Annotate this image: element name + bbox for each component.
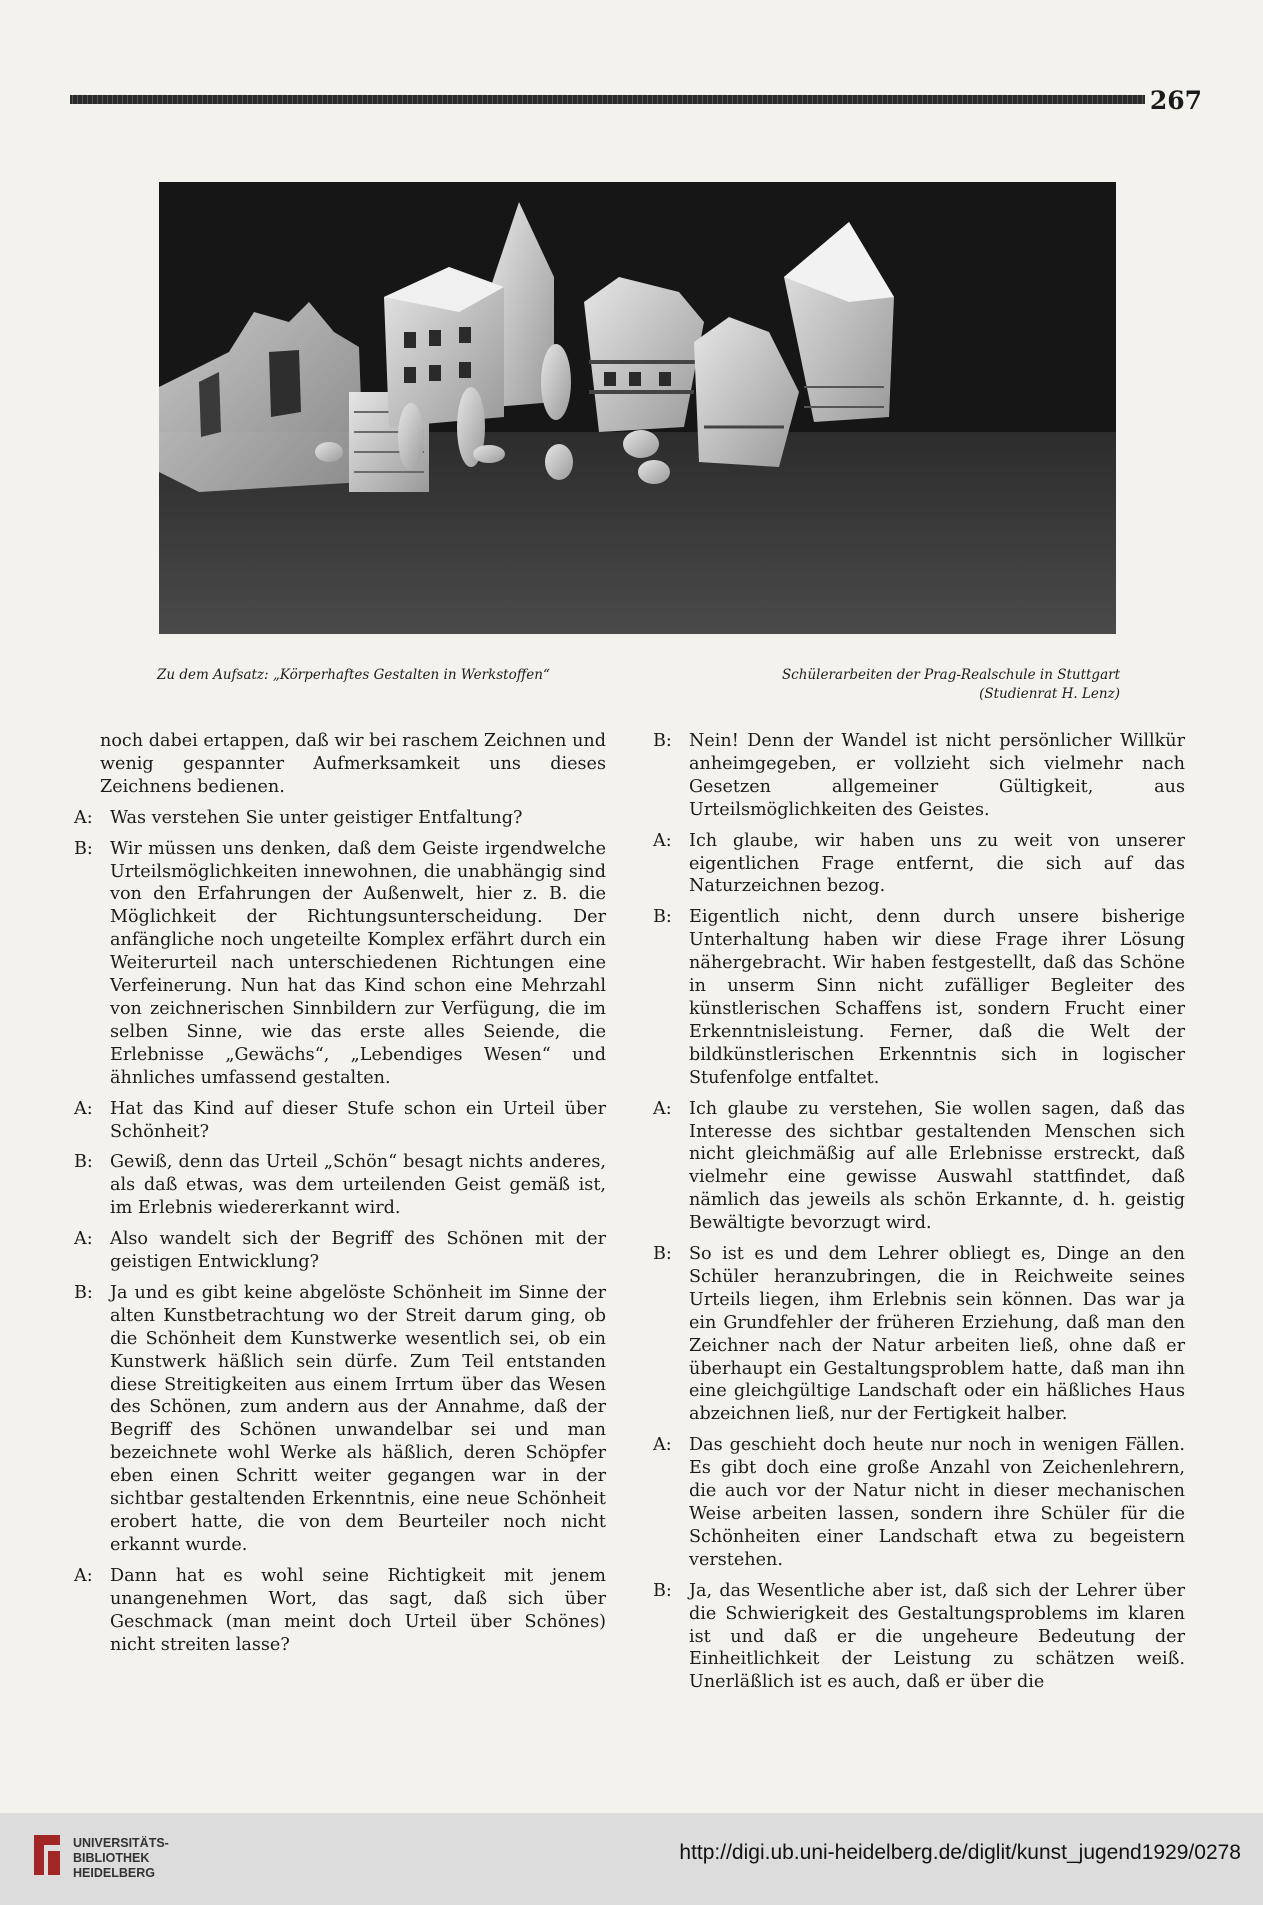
dialogue-paragraph: B: Eigentlich nicht, denn durch unsere bisherige Unterhaltung haben wir diese Frage ihrer Lösung nähergebracht. Wir haben festgestellt, daß das Schöne in unserm Sinn nicht zufälliger Begleiter des künstlerischen Schaffens ist, sondern Frucht einer Erkenntnisleistung. Ferner, daß die Welt der bildkünstlerischen Erkenntnis sich in logischer Stufenfolge entfaltet. [653, 907, 1185, 1088]
library-footer [0, 1813, 1263, 1905]
dialogue-paragraph: A: Dann hat es wohl seine Richtigkeit mit jenem unangenehmen Wort, das sagt, daß sich über Geschmack (man meint doch Urteil über Schönes) nicht streiten lasse? [74, 1565, 606, 1655]
text-column-right [653, 730, 1185, 1702]
speaker-label: B: [653, 1244, 672, 1265]
photograph-clay-models [159, 182, 1116, 634]
dialogue-paragraph: A: Das geschieht doch heute nur noch in wenigen Fällen. Es gibt doch eine große Anzahl von Zeichenlehrern, die auch vor der Natur nicht in dieser mechanischen Weise arbeiten lassen, sondern ihre Schüler für die Schönheiten einer Landschaft etwa zu begeistern verstehen. [653, 1435, 1185, 1570]
header-rule [70, 95, 1145, 104]
speaker-label: B: [653, 1580, 672, 1601]
speaker-label: A: [74, 807, 93, 828]
source-url-link[interactable]: http://digi.ub.uni-heidelberg.de/diglit/kunst_jugend1929/0278 [679, 1841, 1241, 1864]
speaker-label: B: [653, 907, 672, 928]
caption-author: (Studienrat H. Lenz) [979, 686, 1120, 702]
text-column-left [74, 730, 606, 1664]
speaker-label: B: [74, 1282, 93, 1303]
university-library-logo-icon [30, 1831, 64, 1883]
dialogue-paragraph: B: Wir müssen uns denken, daß dem Geiste irgendwelche Urteilsmöglichkeiten innewohnen, die unabhängig sind von den Erfahrungen der Außenwelt, hier z. B. die Möglichkeit der Richtungsunterscheidung. Der anfängliche noch ungeteilte Komplex erfährt durch ein Weiterurteil nach unterschiedenen Richtungen eine Verfeinerung. Nun hat das Kind schon eine Mehrzahl von zeichnerischen Sinnbildern zur Verfügung, die im selben Sinne, wie das erste alles Seiende, die Erlebnisse „Gewächs“, „Lebendiges Wesen“ und ähnliches umfassend gestalten. [74, 838, 606, 1088]
page-number: 267 [1149, 86, 1202, 115]
speaker-label: A: [653, 830, 672, 851]
speaker-label: A: [74, 1565, 93, 1586]
dialogue-paragraph: B: Ja und es gibt keine abgelöste Schönheit im Sinne der alten Kunstbetrachtung wo der Streit darum ging, ob die Schönheit dem Kunstwerke wesentlich sei, ob ein Kunstwerk häßlich sein dürfe. Zum Teil entstanden diese Streitigkeiten aus einem Irrtum über das Wesen des Schönen, zum andern aus der Annahme, daß der Begriff des Schönen unwandelbar sei und man bezeichnete wohl Werke als häßlich, deren Schöpfer eben einen Schritt weiter gegangen war in der sichtbar gestaltenden Erkenntnis, eine neue Schönheit erobert hatte, die von dem Beurteiler noch nicht erkannt wurde. [74, 1282, 606, 1555]
speaker-label: A: [653, 1435, 672, 1456]
dialogue-paragraph: B: Gewiß, denn das Urteil „Schön“ besagt nichts anderes, als daß etwas, was dem urteilenden Geist gemäß ist, im Erlebnis wiedererkannt wird. [74, 1152, 606, 1219]
dialogue-paragraph: A: Was verstehen Sie unter geistiger Entfaltung? [74, 807, 523, 828]
dialogue-paragraph: B: So ist es und dem Lehrer obliegt es, Dinge an den Schüler heranzubringen, die in Reichweite seines Urteils liegen, ihm Erlebnis sein können. Das war ja ein Grundfehler der früheren Erziehung, daß man den Zeichner nach der Natur arbeiten ließ, ohne daß er überhaupt ein Gestaltungsproblem hatte, daß man ihn eine gleichgültige Landschaft oder ein häßliches Haus abzeichnen ließ, nur der Fertigkeit halber. [653, 1244, 1185, 1425]
speaker-label: B: [74, 1152, 93, 1173]
dialogue-paragraph: B: Ja, das Wesentliche aber ist, daß sich der Lehrer über die Schwierigkeit des Gestaltungsproblems im klaren ist und daß er die ungeheure Bedeutung der Einheitlichkeit der Leistung zu schätzen weiß. Unerläßlich ist es auch, daß er über die [653, 1580, 1185, 1693]
dialogue-paragraph: B: Nein! Denn der Wandel ist nicht persönlicher Willkür anheimgegeben, er vollzieht sich vielmehr nach Gesetzen allgemeiner Gültigkeit, aus Urteilsmöglichkeiten des Geistes. [653, 731, 1185, 820]
speaker-label: B: [74, 838, 93, 859]
speaker-label: A: [74, 1229, 93, 1250]
speaker-label: A: [653, 1098, 672, 1119]
library-name: UNIVERSITÄTS- BIBLIOTHEK HEIDELBERG [73, 1836, 169, 1880]
figure-caption-left: Zu dem Aufsatz: „Körperhaftes Gestalten in Werkstoffen“ [157, 667, 550, 683]
dialogue-paragraph: A: Ich glaube zu verstehen, Sie wollen sagen, daß das Interesse des sichtbar gestaltenden Menschen sich nicht gleichmäßig auf alle Erlebnisse erstreckt, daß vielmehr eine gewisse Auswahl stattfindet, daß nämlich das jeweils als schön Erkannte, d. h. geistig Bewältigte bevorzugt wird. [653, 1098, 1185, 1234]
dialogue-paragraph: A: Ich glaube, wir haben uns zu weit von unserer eigentlichen Frage entfernt, die sich auf das Naturzeichnen bezog. [653, 830, 1185, 897]
caption-school: Schülerarbeiten der Prag-Realschule in Stuttgart [781, 667, 1120, 683]
dialogue-paragraph: A: Also wandelt sich der Begriff des Schönen mit der geistigen Entwicklung? [74, 1229, 606, 1273]
figure-caption-right [690, 666, 1120, 704]
dialogue-paragraph: A: Hat das Kind auf dieser Stufe schon ein Urteil über Schönheit? [74, 1098, 606, 1142]
speaker-label: B: [653, 731, 672, 751]
speaker-label: A: [74, 1098, 93, 1119]
paragraph: noch dabei ertappen, daß wir bei raschem Zeichnen und wenig gespannter Aufmerksamkeit uns dieses Zeichnens bedienen. [100, 731, 606, 797]
